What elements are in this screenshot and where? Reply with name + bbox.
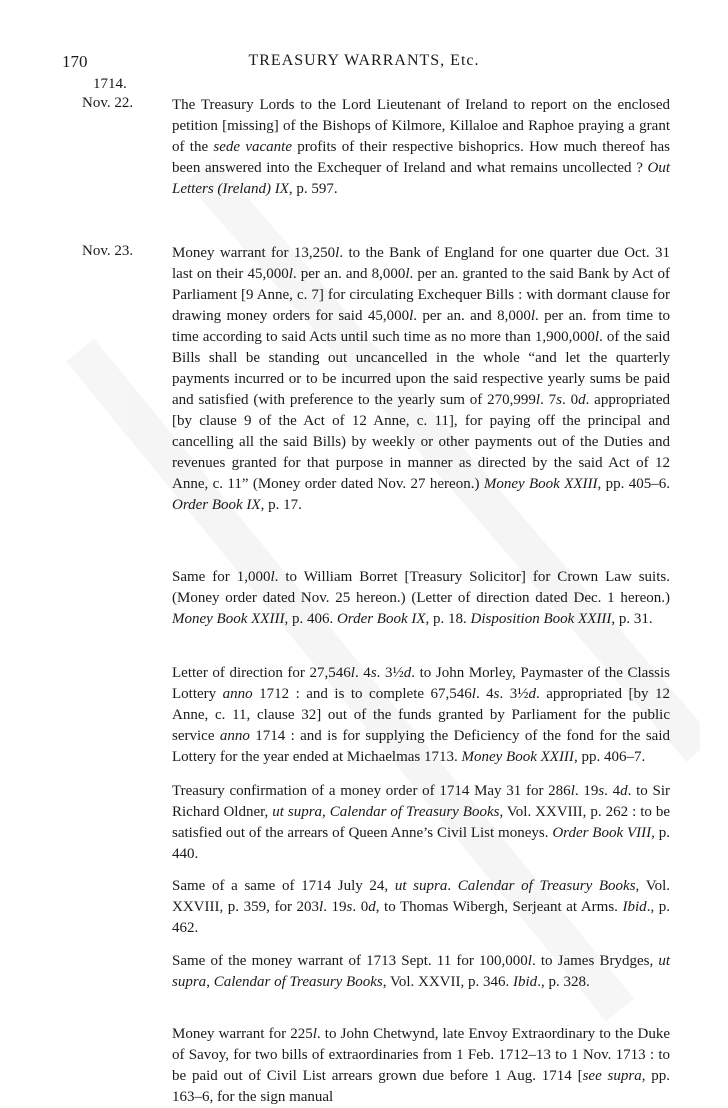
entry-text: Money warrant for 13,250l. to the Bank of England for one quarter due Oct. 31 last on their 45,000l. per an. and 8,000l. per an. granted to the said Bank by Act of Parliament [9 Anne, c. 7] for circulating Exchequer Bills : with dormant clause for drawing money orders for said 45,000l. per an. and 8,000l. per an. from time to time according to said Acts until such time as no more than 1,900,000l. of the said Bills shall be standing out uncancelled in the whole “and let the quarterly payments incurred or to be incurred upon the said respective yearly sums be paid and satisfied (with preference to the yearly sum of 270,999l. 7s. 0d. appropriated [by clause 9 of the Act of 12 Anne, c. 11], for paying off the principal and cancelling all the said Bills) by weekly or other payments out of the Duties and revenues granted for that purpose in manner as directed by the said Act of 12 Anne, c. 11” (Money order dated Nov. 27 hereon.) Money Book XXIII, pp. 405–6. Order Book IX, p. 17.	[172, 245, 671, 513]
date-nov-23: Nov. 23.	[82, 243, 134, 259]
running-title: TREASURY WARRANTS, Etc.	[248, 52, 480, 69]
entry-text: Money warrant for 225l. to John Chetwynd, late Envoy Extraordinary to the Duke of Savoy, for two bills of extraordinaries from 1 Feb. 1712–13 to 1 Nov. 1713 : to be paid out of Civil List arrears grown due before 1 Aug. 1714 [see supra, pp. 163–6, for the sign manual	[172, 1026, 671, 1105]
entry-chetwynd	[172, 1024, 670, 1108]
entry-wibergh	[172, 876, 670, 939]
entry-brydges	[172, 951, 670, 993]
entry-text: Treasury confirmation of a money order of 1714 May 31 for 286l. 19s. 4d. to Sir Richard Oldner, ut supra, Calendar of Treasury Books, Vol. XXVIII, p. 262 : to be satisfied out of the arrears of Queen Anne’s Civil List moneys. Order Book VIII, p. 440.	[172, 783, 671, 862]
date-nov-22: Nov. 22.	[82, 95, 134, 111]
entry-oldner-confirmation	[172, 781, 670, 865]
year-marker: 1714.	[93, 76, 127, 92]
entry-bishops-petition	[172, 95, 670, 200]
page-number: 170	[62, 52, 88, 71]
entry-text: Same of a same of 1714 July 24, ut supra. Calendar of Treasury Books, Vol. XXVIII, p. 359, for 203l. 19s. 0d, to Thomas Wibergh, Serjeant at Arms. Ibid., p. 462.	[172, 878, 671, 936]
entry-text: Same for 1,000l. to William Borret [Treasury Solicitor] for Crown Law suits. (Money order dated Nov. 25 hereon.) (Letter of direction dated Dec. 1 hereon.) Money Book XXIII, p. 406. Order Book IX, p. 18. Disposition Book XXIII, p. 31.	[172, 569, 670, 627]
entry-bank-of-england-warrant	[172, 243, 670, 516]
entry-classis-lottery	[172, 663, 670, 768]
entry-borret-crown-law	[172, 567, 670, 630]
entry-text: Same of the money warrant of 1713 Sept. 11 for 100,000l. to James Brydges, ut supra, Calendar of Treasury Books, Vol. XXVII, p. 346. Ibid., p. 328.	[172, 953, 671, 990]
entry-text: The Treasury Lords to the Lord Lieutenant of Ireland to report on the enclosed petition [missing] of the Bishops of Kilmore, Killaloe and Raphoe praying a grant of the sede vacante profits of their respective bishoprics. How much thereof has been answered into the Exchequer of Ireland and what remains uncollected ? Out Letters (Ireland) IX, p. 597.	[172, 97, 670, 197]
entry-text: Letter of direction for 27,546l. 4s. 3½d. to John Morley, Paymaster of the Classis Lottery anno 1712 : and is to complete 67,546l. 4s. 3½d. appropriated [by 12 Anne, c. 11, clause 32] out of the funds granted by Parliament for the public service anno 1714 : and is for supplying the Deficiency of the fond for the said Lottery for the year ended at Michaelmas 1713. Money Book XXIII, pp. 406–7.	[172, 665, 670, 765]
